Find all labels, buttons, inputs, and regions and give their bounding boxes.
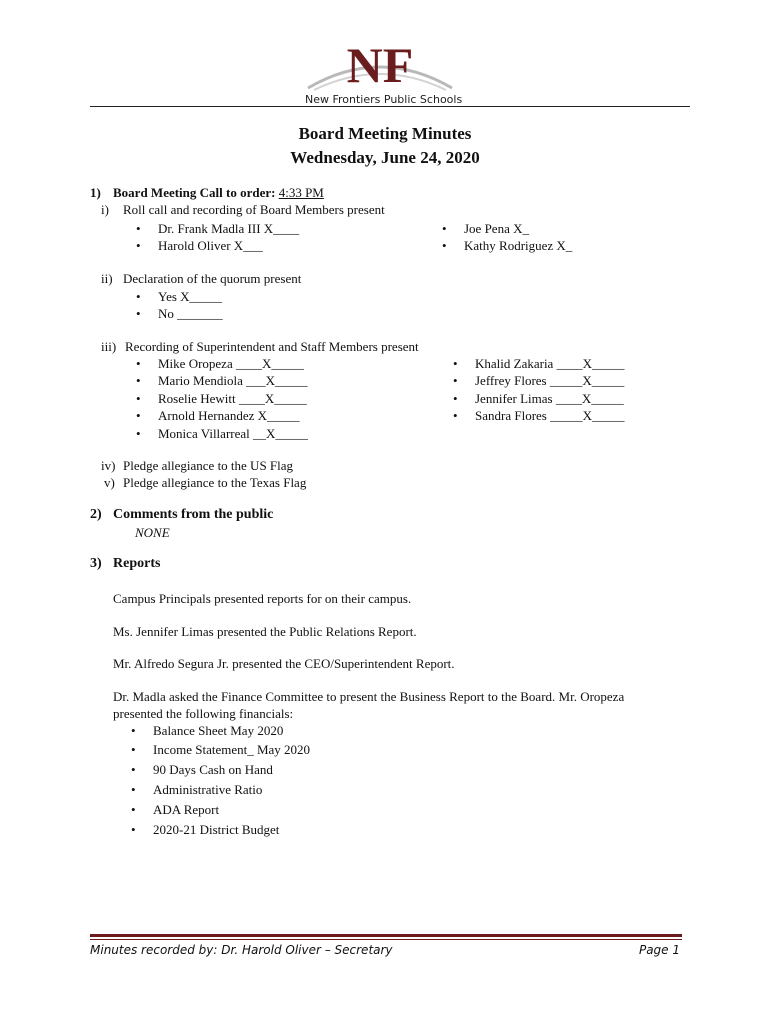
call-to-order-time: 4:33 PM xyxy=(278,185,324,200)
list-item: • Joe Pena X_ xyxy=(464,221,529,237)
list-item: • Yes X_____ xyxy=(158,289,222,305)
quorum-label: Declaration of the quorum present xyxy=(123,271,302,286)
list-item: • Jennifer Limas ____X_____ xyxy=(475,391,624,407)
list-item: • Monica Villarreal __X_____ xyxy=(158,426,308,442)
meeting-date: Wednesday, June 24, 2020 xyxy=(290,148,480,167)
list-item: • No _______ xyxy=(158,306,223,322)
list-item: • Dr. Frank Madla III X____ xyxy=(158,221,299,237)
list-item: • 2020-21 District Budget xyxy=(153,822,279,838)
page-number: Page 1 xyxy=(638,943,680,957)
roll-call-num: i) xyxy=(101,202,109,217)
list-item: • 90 Days Cash on Hand xyxy=(153,762,273,778)
report-paragraph: Ms. Jennifer Limas presented the Public Relations Report. xyxy=(113,624,417,639)
list-item: • Roselie Hewitt ____X_____ xyxy=(158,391,307,407)
report-paragraph: Mr. Alfredo Segura Jr. presented the CEO/Superintendent Report. xyxy=(113,656,455,671)
footer-recorder: Minutes recorded by: Dr. Harold Oliver – Secretary xyxy=(90,943,393,957)
list-item: • Sandra Flores _____X_____ xyxy=(475,408,625,424)
section2-heading: Comments from the public xyxy=(113,507,274,522)
school-logo xyxy=(300,38,460,96)
call-to-order-label: Board Meeting Call to order: xyxy=(113,185,276,200)
list-item: • Kathy Rodriguez X_ xyxy=(464,238,572,254)
section1-heading xyxy=(113,185,324,201)
list-item: • Arnold Hernandez X_____ xyxy=(158,408,300,424)
pledge-tx-num: v) xyxy=(104,475,115,490)
section3-num: 3) xyxy=(90,556,102,571)
footer-rule-thin xyxy=(90,939,682,940)
staff-num: iii) xyxy=(101,339,117,354)
quorum-num: ii) xyxy=(101,271,113,286)
section2-body: NONE xyxy=(135,525,170,540)
roll-call-label: Roll call and recording of Board Members present xyxy=(123,202,385,217)
staff-label: Recording of Superintendent and Staff Members present xyxy=(125,339,419,354)
section1-num: 1) xyxy=(90,185,101,200)
list-item: • ADA Report xyxy=(153,802,219,818)
list-item: • Mike Oropeza ____X_____ xyxy=(158,356,304,372)
list-item: • Mario Mendiola ___X_____ xyxy=(158,373,307,389)
school-name: New Frontiers Public Schools xyxy=(305,93,463,106)
section3-heading: Reports xyxy=(113,556,161,571)
report-paragraph: Campus Principals presented reports for on their campus. xyxy=(113,591,412,606)
list-item: • Income Statement_ May 2020 xyxy=(153,742,310,758)
section2-num: 2) xyxy=(90,507,102,522)
footer-rule xyxy=(90,934,682,937)
pledge-us-num: iv) xyxy=(101,458,116,473)
list-item: • Jeffrey Flores _____X_____ xyxy=(475,373,624,389)
logo-letters: NF xyxy=(346,38,414,93)
report-paragraph: Dr. Madla asked the Finance Committee to present the Business Report to the Board. Mr. Oropeza xyxy=(113,689,625,704)
report-paragraph: presented the following financials: xyxy=(113,706,294,721)
list-item: • Harold Oliver X___ xyxy=(158,238,263,254)
list-item: • Administrative Ratio xyxy=(153,782,262,798)
list-item: • Khalid Zakaria ____X_____ xyxy=(475,356,624,372)
header-rule xyxy=(90,106,690,107)
pledge-us-label: Pledge allegiance to the US Flag xyxy=(123,458,294,473)
page-title: Board Meeting Minutes xyxy=(298,124,472,143)
list-item: • Balance Sheet May 2020 xyxy=(153,723,283,739)
pledge-tx-label: Pledge allegiance to the Texas Flag xyxy=(123,475,307,490)
